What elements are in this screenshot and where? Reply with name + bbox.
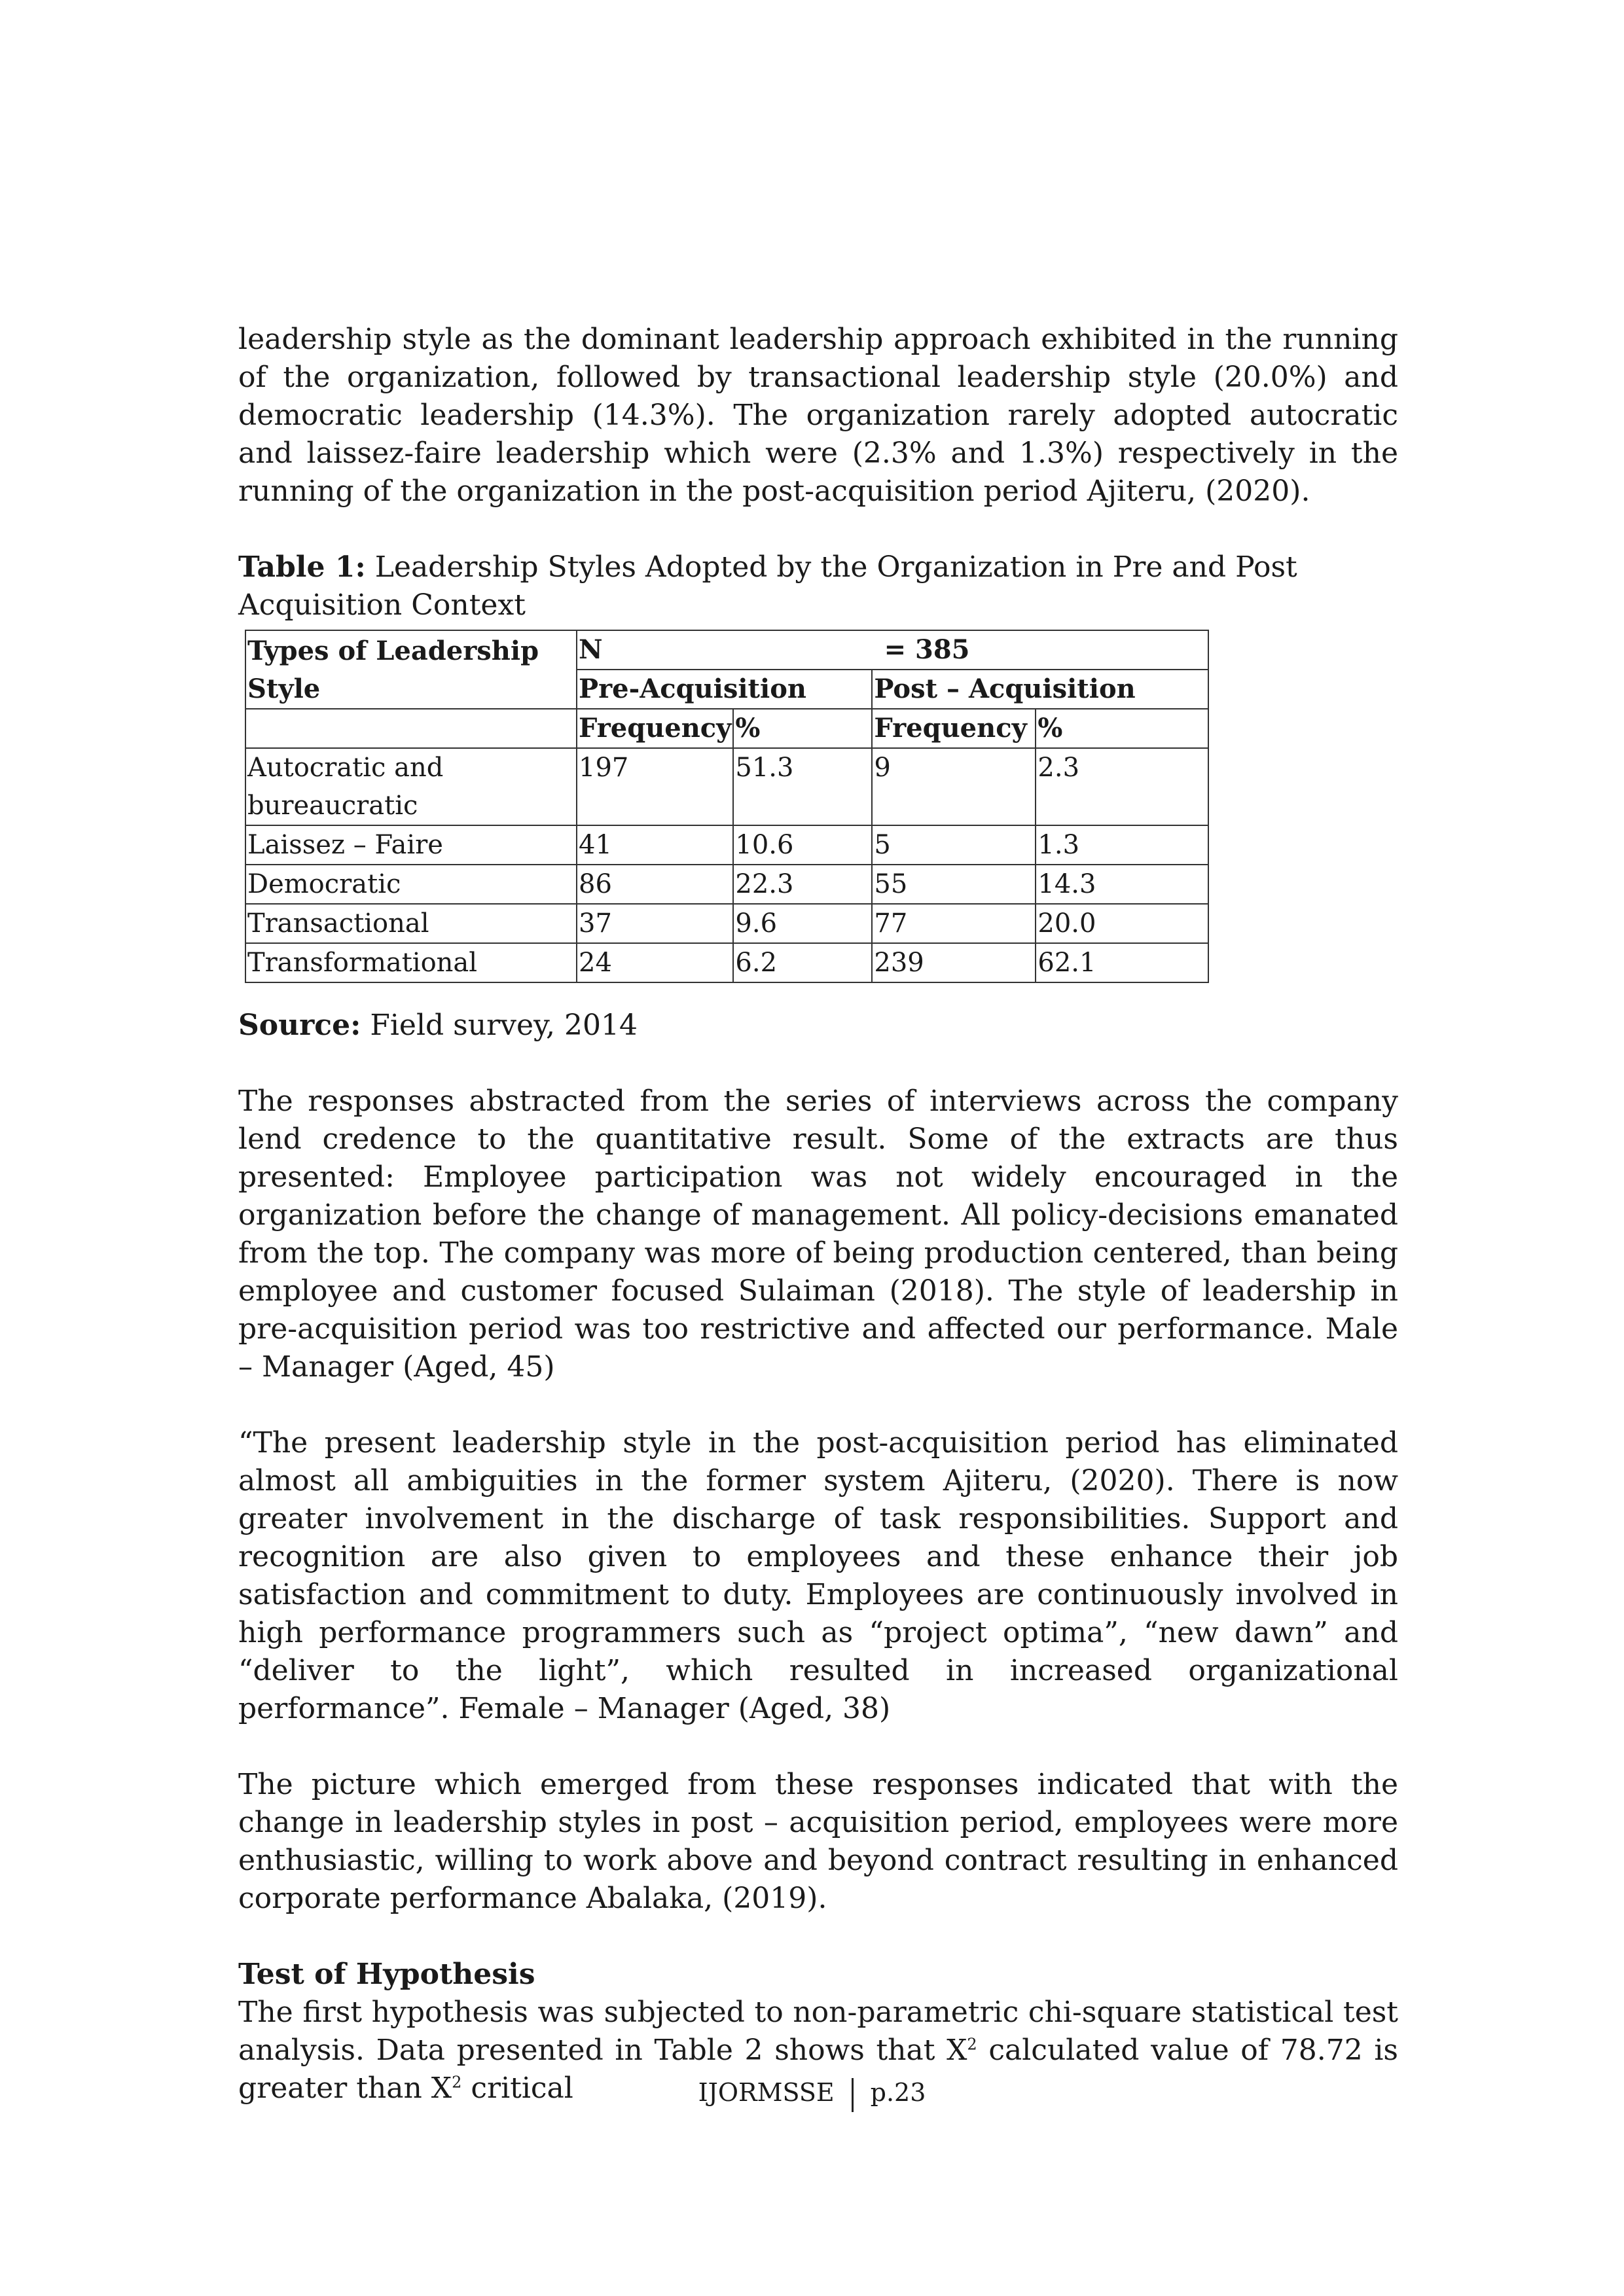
cell-pre-pct: 22.3	[733, 865, 872, 904]
paragraph-summary: The picture which emerged from these responses indicated that with the change in leadership styles in post – acquisition period, employees were more enthusiastic, willing to work above and beyond contract resulting in enhanced corporate performance Abalaka, (2019).	[238, 1768, 1398, 1915]
cell-pre-pct: 6.2	[733, 943, 872, 982]
table-caption-text: Leadership Styles Adopted by the Organization in Pre and Post Acquisition Context	[238, 550, 1297, 622]
cell-pre-pct: 51.3	[733, 748, 872, 825]
header-empty-cell	[245, 709, 577, 748]
source-label: Source:	[238, 1009, 361, 1042]
header-types: Types of Leadership Style	[245, 630, 577, 709]
cell-pre-pct: 9.6	[733, 904, 872, 943]
cell-post-pct: 1.3	[1036, 825, 1208, 865]
paragraph-hypothesis: The first hypothesis was subjected to non-parametric chi-square statistical test analysis. Data presented in Table 2 shows that $X^2$ calculated value of 78.72 is greater than $X^2$ critical	[238, 1996, 1399, 2105]
table-subheader-row	[245, 709, 1208, 748]
cell-type: Transformational	[245, 943, 577, 982]
table-n-row	[245, 630, 1208, 670]
superscript: 2	[452, 2073, 462, 2092]
page-body	[238, 321, 1398, 2108]
footer-divider	[852, 2078, 854, 2112]
table-row	[245, 943, 1208, 982]
cell-pre-freq: 197	[577, 748, 733, 825]
journal-name: IJORMSSE	[698, 2078, 835, 2107]
table-caption-label: Table 1:	[238, 550, 366, 584]
header-post-acquisition: Post – Acquisition	[872, 670, 1208, 709]
paragraph-intro: leadership style as the dominant leadership approach exhibited in the running of the organization, followed by transactional leadership style (20.0%) and democratic leadership (14.3%). The organization rarely adopted autocratic and laissez-faire leadership which were (2.3% and 1.3%) respectively in the running of the organization in the post-acquisition period Ajiteru, (2020).	[238, 323, 1398, 508]
cell-post-pct: 2.3	[1036, 748, 1208, 825]
table-caption	[238, 548, 1398, 624]
header-post-percent: %	[1036, 709, 1208, 748]
header-pre-percent: %	[733, 709, 872, 748]
header-pre-frequency: Frequency	[577, 709, 733, 748]
header-pre-acquisition: Pre-Acquisition	[577, 670, 872, 709]
table-row	[245, 748, 1208, 825]
header-n: N = 385	[577, 630, 1208, 670]
table-row	[245, 865, 1208, 904]
cell-post-pct: 20.0	[1036, 904, 1208, 943]
cell-pre-freq: 37	[577, 904, 733, 943]
cell-post-pct: 62.1	[1036, 943, 1208, 982]
source-text: Field survey, 2014	[361, 1009, 638, 1042]
cell-post-freq: 239	[872, 943, 1036, 982]
table-row	[245, 904, 1208, 943]
cell-post-pct: 14.3	[1036, 865, 1208, 904]
header-post-frequency: Frequency	[872, 709, 1036, 748]
table-source	[238, 1007, 1398, 1045]
table-row	[245, 825, 1208, 865]
paragraph-interviews: The responses abstracted from the series of interviews across the company lend credence to the quantitative result. Some of the extracts are thus presented: Employee participation was not widely encouraged in the organization before the change of management. All policy-decisions emanated from the top. The company was more of being production centered, than being employee and customer focused Sulaiman (2018). The style of leadership in pre-acquisition period was too restrictive and affected our performance. Male – Manager (Aged, 45)	[238, 1085, 1398, 1384]
cell-type: Laissez – Faire	[245, 825, 577, 865]
cell-post-freq: 9	[872, 748, 1036, 825]
cell-type: Autocratic and bureaucratic	[245, 748, 577, 825]
superscript: 2	[967, 2035, 977, 2054]
cell-post-freq: 5	[872, 825, 1036, 865]
cell-pre-freq: 41	[577, 825, 733, 865]
cell-type: Democratic	[245, 865, 577, 904]
cell-post-freq: 55	[872, 865, 1036, 904]
cell-pre-freq: 24	[577, 943, 733, 982]
page-footer	[0, 2076, 1624, 2112]
leadership-styles-table	[245, 630, 1209, 983]
section-heading: Test of Hypothesis	[238, 1958, 535, 1991]
page-number: p.23	[870, 2078, 926, 2107]
paragraph-quote: “The present leadership style in the post-acquisition period has eliminated almost all ambiguities in the former system Ajiteru, (2020). There is now greater involvement in the discharge of task responsibilities. Support and recognition are also given to employees and these enhance their job satisfaction and commitment to duty. Employees are continuously involved in high performance programmers such as “project optima”, “new dawn” and “deliver to the light”, which resulted in increased organizational performance”. Female – Manager (Aged, 38)	[238, 1426, 1398, 1725]
cell-pre-pct: 10.6	[733, 825, 872, 865]
cell-post-freq: 77	[872, 904, 1036, 943]
cell-pre-freq: 86	[577, 865, 733, 904]
cell-type: Transactional	[245, 904, 577, 943]
